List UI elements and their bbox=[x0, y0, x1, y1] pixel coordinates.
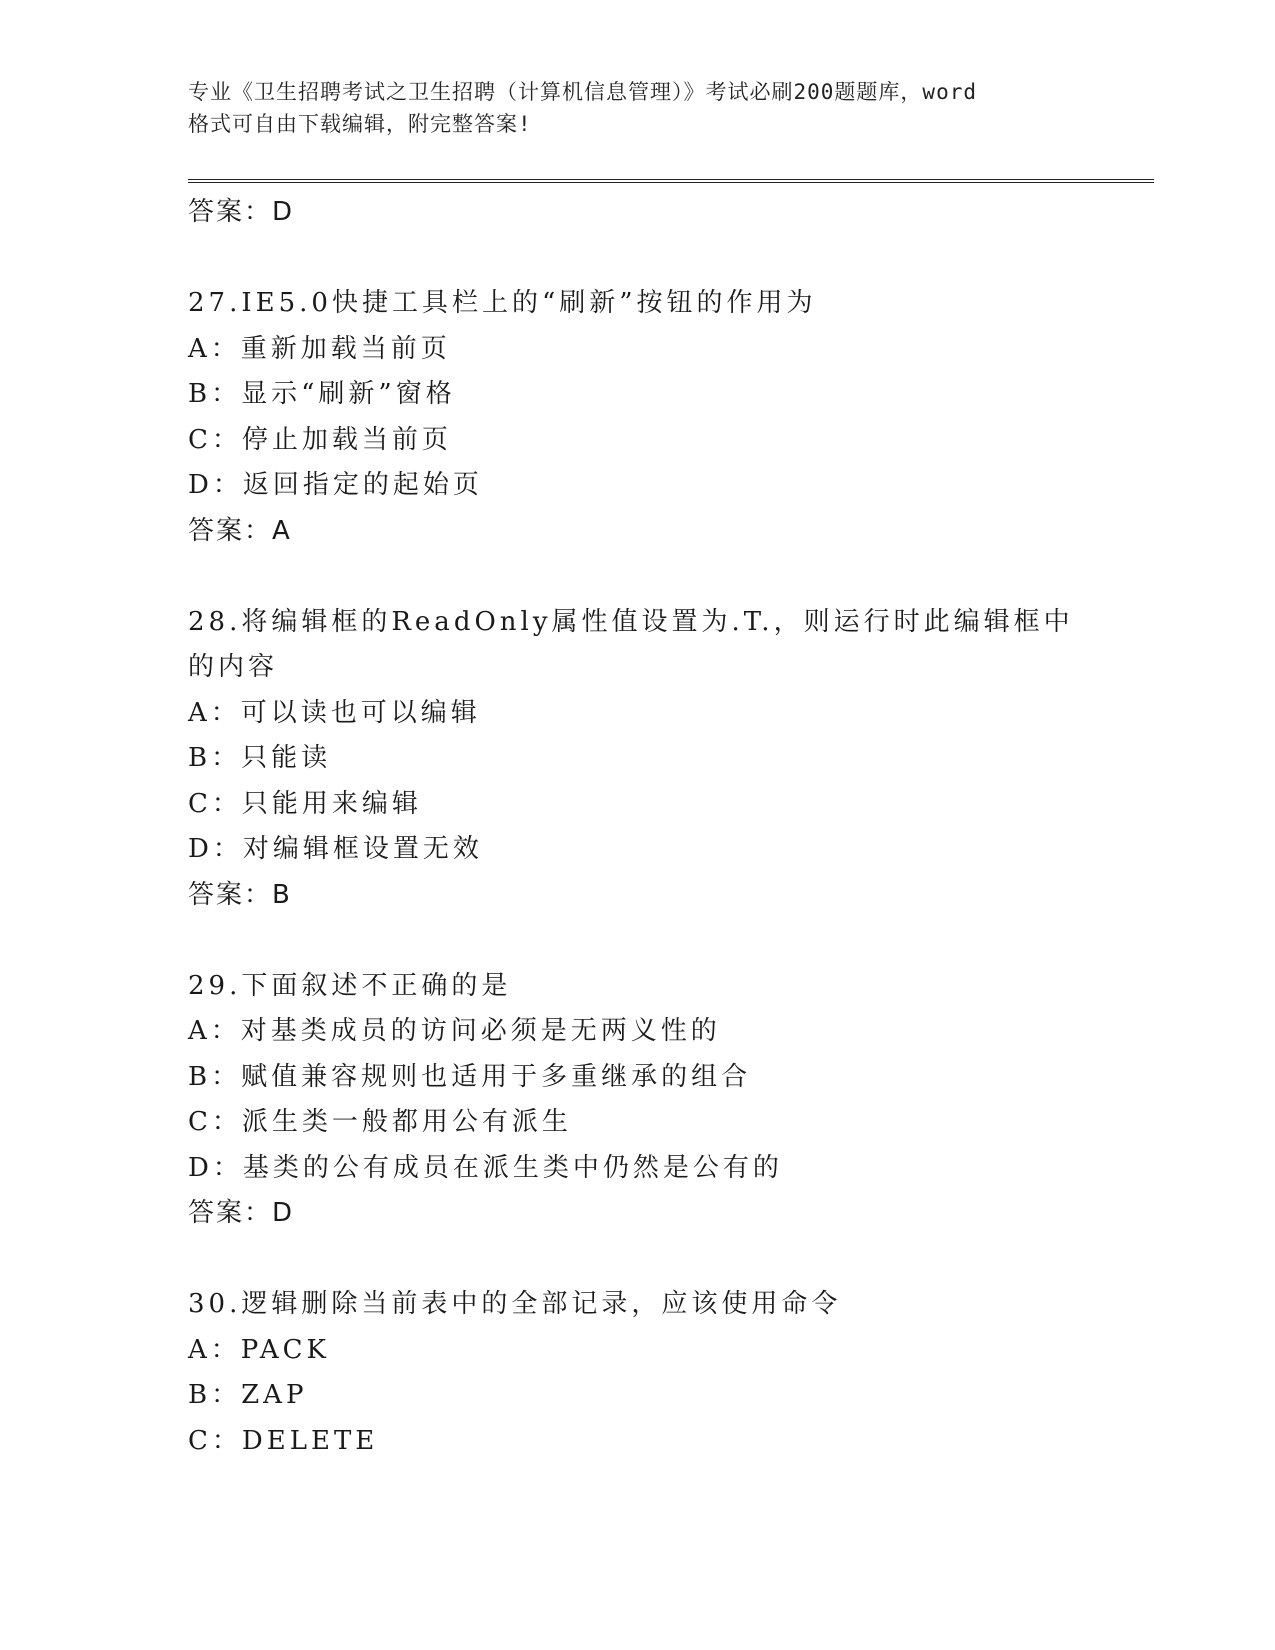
option-a: A：可以读也可以编辑 bbox=[188, 697, 481, 728]
option-b: B：只能读 bbox=[188, 743, 332, 773]
blank-line bbox=[188, 236, 1088, 282]
option-b: B：ZAP bbox=[188, 1380, 308, 1410]
answer-line: 答案：D bbox=[188, 1198, 295, 1228]
option-c: C：停止加载当前页 bbox=[188, 424, 452, 455]
option-d: D：基类的公有成员在派生类中仍然是公有的 bbox=[188, 1152, 783, 1183]
blank-line bbox=[188, 554, 1088, 600]
option-a: A：PACK bbox=[188, 1334, 330, 1365]
answer-line: 答案：D bbox=[188, 197, 295, 227]
option-c: C：DELETE bbox=[188, 1425, 379, 1456]
question-stem: 27.IE5.0快捷工具栏上的“刷新”按钮的作用为 bbox=[188, 288, 817, 318]
question-stem: 29.下面叙述不正确的是 bbox=[188, 970, 512, 1001]
header-title-line-1: 专业《卫生招聘考试之卫生招聘（计算机信息管理）》考试必刷200题题库，word bbox=[188, 80, 977, 104]
option-c: C：只能用来编辑 bbox=[188, 788, 422, 819]
question-block bbox=[188, 600, 1088, 919]
option-d: D：对编辑框设置无效 bbox=[188, 834, 483, 864]
question-stem: 30.逻辑删除当前表中的全部记录，应该使用命令 bbox=[188, 1289, 842, 1319]
option-a: A：对基类成员的访问必须是无两义性的 bbox=[188, 1016, 721, 1046]
question-list bbox=[188, 190, 1088, 1464]
question-block bbox=[188, 964, 1088, 1237]
question-block bbox=[188, 1282, 1088, 1464]
answer-line: 答案：A bbox=[188, 515, 292, 546]
option-b: B：赋值兼容规则也适用于多重继承的组合 bbox=[188, 1061, 752, 1092]
question-block bbox=[188, 281, 1088, 554]
question-stem: 28.将编辑框的ReadOnly属性值设置为.T.，则运行时此编辑框中的内容 bbox=[188, 606, 1074, 682]
header-title-line-2: 格式可自由下载编辑，附完整答案! bbox=[188, 112, 532, 136]
option-d: D：返回指定的起始页 bbox=[188, 470, 483, 500]
option-c: C：派生类一般都用公有派生 bbox=[188, 1107, 572, 1137]
option-a: A：重新加载当前页 bbox=[188, 333, 451, 364]
document-header bbox=[188, 76, 1088, 140]
option-b: B：显示“刷新”窗格 bbox=[188, 379, 456, 409]
blank-line bbox=[188, 1237, 1088, 1283]
blank-line bbox=[188, 918, 1088, 964]
answer-line: 答案：B bbox=[188, 879, 292, 910]
header-divider bbox=[188, 179, 1154, 183]
